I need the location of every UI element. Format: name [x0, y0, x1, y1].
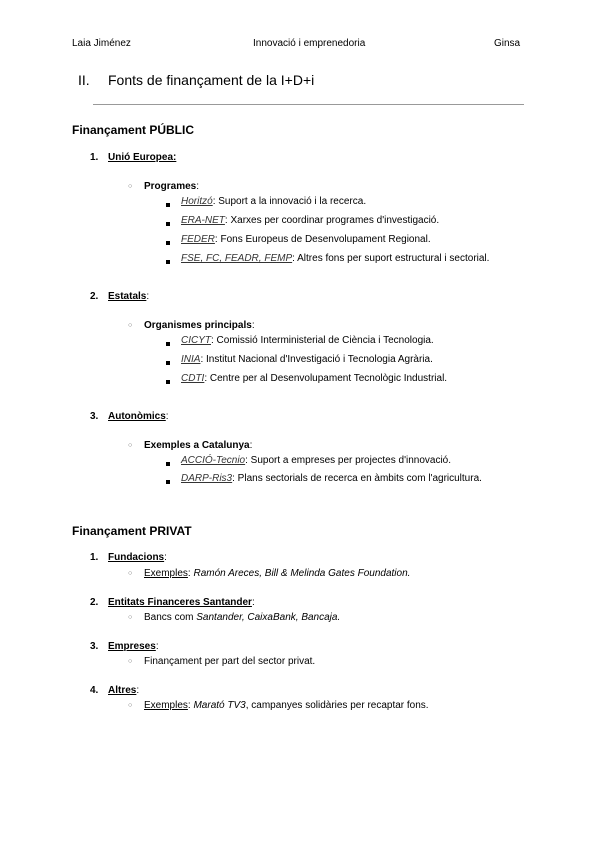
circle-bullet-icon: ○ [128, 614, 133, 621]
square-bullet-icon [166, 380, 170, 384]
regional-sub: Exemples a Catalunya: [144, 440, 253, 451]
circle-bullet-icon: ○ [128, 702, 133, 709]
list-item: ERA-NET: Xarxes per coordinar programes d'investigació. [181, 215, 440, 226]
circle-bullet-icon: ○ [128, 570, 133, 577]
companies-number: 3. [90, 641, 99, 652]
banks-detail: Bancs com Santander, CaixaBank, Bancaja. [144, 612, 341, 623]
companies-label: Empreses: [108, 641, 159, 652]
square-bullet-icon [166, 260, 170, 264]
regional-number: 3. [90, 411, 99, 422]
section-number: II. [78, 72, 90, 88]
square-bullet-icon [166, 342, 170, 346]
list-item: ACCIÓ-Tecnio: Suport a empreses per projectes d'innovació. [181, 455, 452, 466]
circle-bullet-icon: ○ [128, 322, 133, 329]
state-number: 2. [90, 291, 99, 302]
eu-label: Unió Europea: [108, 152, 177, 163]
banks-label: Entitats Financeres Santander: [108, 597, 255, 608]
private-heading: Finançament PRIVAT [72, 524, 192, 538]
regional-label: Autonòmics: [108, 411, 169, 422]
list-item: Horitzó: Suport a la innovació i la recerca. [181, 196, 367, 207]
circle-bullet-icon: ○ [128, 658, 133, 665]
foundations-detail: Exemples: Ramón Areces, Bill & Melinda Gates Foundation. [144, 568, 411, 579]
state-label: Estatals: [108, 291, 150, 302]
circle-bullet-icon: ○ [128, 183, 133, 190]
eu-sub: Programes: [144, 181, 200, 192]
list-item: FEDER: Fons Europeus de Desenvolupament Regional. [181, 234, 431, 245]
list-item: DARP-Ris3: Plans sectorials de recerca en àmbits com l'agricultura. [181, 473, 482, 484]
header-author: Laia Jiménez [72, 38, 131, 49]
list-item: CICYT: Comissió Interministerial de Ciència i Tecnologia. [181, 335, 434, 346]
page-title: Fonts de finançament de la I+D+i [108, 72, 315, 88]
square-bullet-icon [166, 203, 170, 207]
others-number: 4. [90, 685, 99, 696]
square-bullet-icon [166, 480, 170, 484]
list-item: FSE, FC, FEADR, FEMP: Altres fons per suport estructural i sectorial. [181, 253, 490, 264]
others-label: Altres: [108, 685, 140, 696]
square-bullet-icon [166, 462, 170, 466]
foundations-label: Fundacions: [108, 552, 167, 563]
square-bullet-icon [166, 361, 170, 365]
list-item: CDTI: Centre per al Desenvolupament Tecnològic Industrial. [181, 373, 448, 384]
square-bullet-icon [166, 241, 170, 245]
state-sub: Organismes principals: [144, 320, 255, 331]
banks-number: 2. [90, 597, 99, 608]
header-subject: Innovació i emprenedoria [253, 38, 366, 49]
eu-number: 1. [90, 152, 99, 163]
others-detail: Exemples: Marató TV3, campanyes solidàries per recaptar fons. [144, 700, 429, 711]
title-divider [93, 104, 524, 105]
list-item: INIA: Institut Nacional d'Investigació i Tecnologia Agrària. [181, 354, 433, 365]
foundations-number: 1. [90, 552, 99, 563]
header-place: Ginsa [494, 38, 521, 49]
square-bullet-icon [166, 222, 170, 226]
circle-bullet-icon: ○ [128, 442, 133, 449]
companies-detail: Finançament per part del sector privat. [144, 656, 316, 667]
public-heading: Finançament PÚBLIC [72, 123, 195, 137]
